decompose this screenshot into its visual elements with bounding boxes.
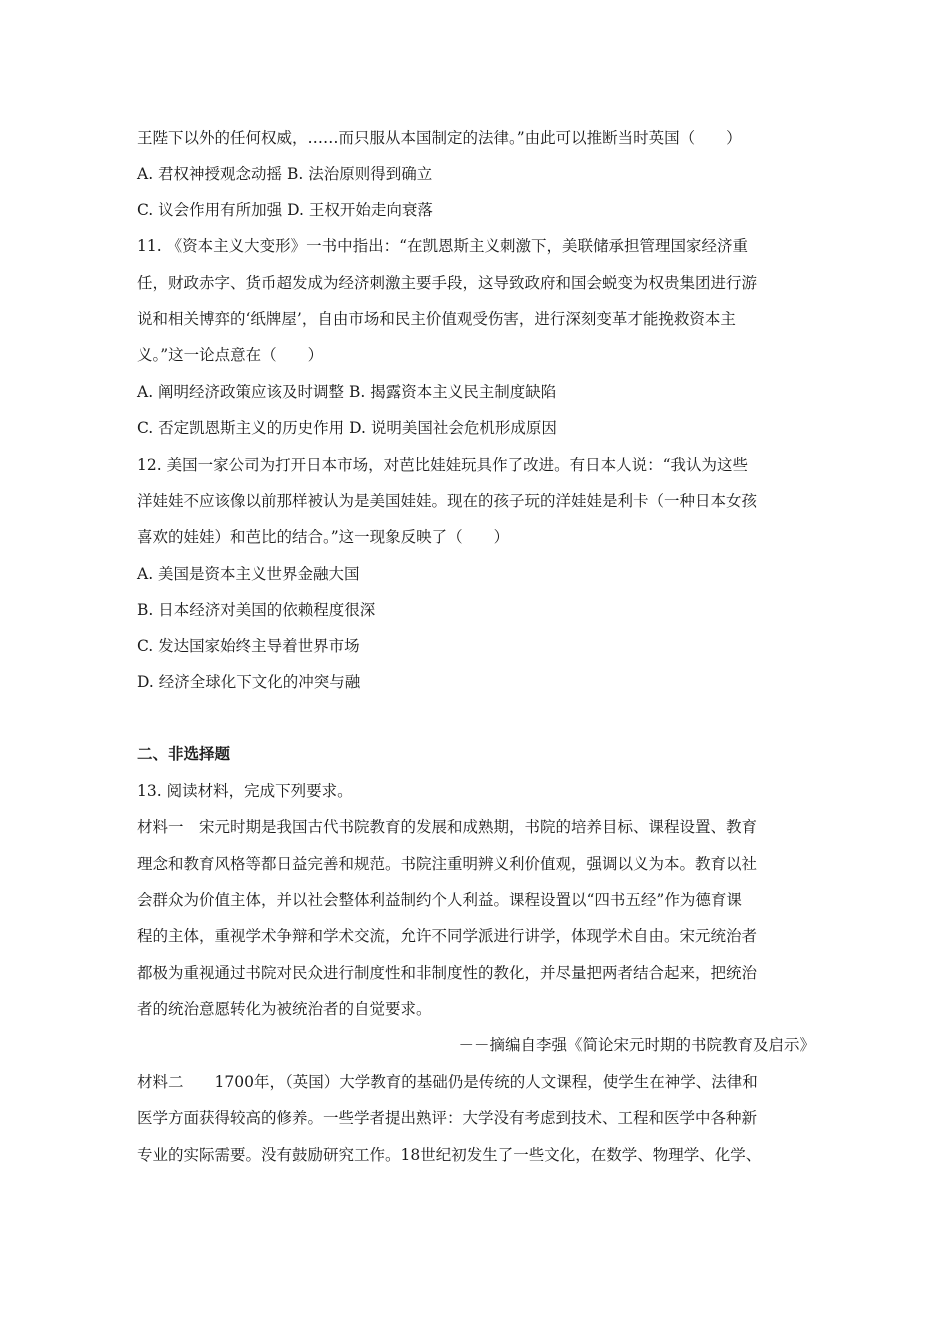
material2-line: 材料二 1700年，（英国）大学教育的基础仍是传统的人文课程，使学生在神学、法律和	[137, 1073, 758, 1091]
q12-option-b: B. 日本经济对美国的依赖程度很深	[137, 601, 376, 619]
material2-line: 医学方面获得较高的修养。一些学者提出熟评：大学没有考虑到技术、工程和医学中各种新	[137, 1109, 758, 1127]
q11-options-ab: A. 阐明经济政策应该及时调整 B. 揭露资本主义民主制度缺陷	[137, 383, 557, 401]
q10-options-cd: C. 议会作用有所加强 D. 王权开始走向衰落	[137, 201, 433, 219]
material1-line: 材料一 宋元时期是我国古代书院教育的发展和成熟期，书院的培养目标、课程设置、教育	[137, 818, 758, 836]
q12-stem-line: 喜欢的娃娃）和芭比的结合。”这一现象反映了（ ）	[137, 528, 510, 546]
section-heading: 二、非选择题	[137, 745, 231, 763]
material1-line: 程的主体，重视学术争辩和学术交流，允许不同学派进行讲学，体现学术自由。宋元统治者	[137, 927, 758, 945]
q10-stem-tail: 王陛下以外的任何权威，……而只服从本国制定的法律。”由此可以推断当时英国（ ）	[137, 129, 742, 147]
material1-line: 者的统治意愿转化为被统治者的自觉要求。	[137, 1000, 432, 1018]
q13-intro: 13. 阅读材料，完成下列要求。	[137, 782, 353, 800]
material1-line: 会群众为价值主体，并以社会整体利益制约个人利益。课程设置以“四书五经”作为德育课	[137, 891, 742, 909]
q12-option-a: A. 美国是资本主义世界金融大国	[137, 565, 360, 583]
q11-stem-line: 11. 《资本主义大变形》一书中指出：“在凯恩斯主义刺激下，美联储承担管理国家经济重	[137, 237, 749, 255]
material2-line: 专业的实际需要。没有鼓励研究工作。18世纪初发生了一些文化，在数学、物理学、化学、	[137, 1146, 762, 1164]
material1-source: －－摘编自李强《简论宋元时期的书院教育及启示》	[458, 1036, 815, 1054]
q12-stem-line: 洋娃娃不应该像以前那样被认为是美国娃娃。现在的孩子玩的洋娃娃是利卡（一种日本女孩	[137, 492, 758, 510]
q12-option-c: C. 发达国家始终主导着世界市场	[137, 637, 360, 655]
q10-options-ab: A. 君权神授观念动摇 B. 法治原则得到确立	[137, 165, 433, 183]
q12-option-d: D. 经济全球化下文化的冲突与融	[137, 673, 361, 691]
q11-stem-line: 义。”这一论点意在（ ）	[137, 346, 324, 364]
material1-line: 都极为重视通过书院对民众进行制度性和非制度性的教化，并尽量把两者结合起来，把统治	[137, 964, 758, 982]
q11-stem-line: 说和相关博弈的‘纸牌屋’，自由市场和民主价值观受伤害，进行深刻变革才能挽救资本主	[137, 310, 736, 328]
q11-options-cd: C. 否定凯恩斯主义的历史作用 D. 说明美国社会危机形成原因	[137, 419, 557, 437]
q11-stem-line: 任，财政赤字、货币超发成为经济刺激主要手段，这导致政府和国会蜕变为权贵集团进行游	[137, 274, 758, 292]
material1-line: 理念和教育风格等都日益完善和规范。书院注重明辨义利价值观，强调以义为本。教育以社	[137, 855, 758, 873]
q12-stem-line: 12. 美国一家公司为打开日本市场，对芭比娃娃玩具作了改进。有日本人说：“我认为这些	[137, 456, 749, 474]
